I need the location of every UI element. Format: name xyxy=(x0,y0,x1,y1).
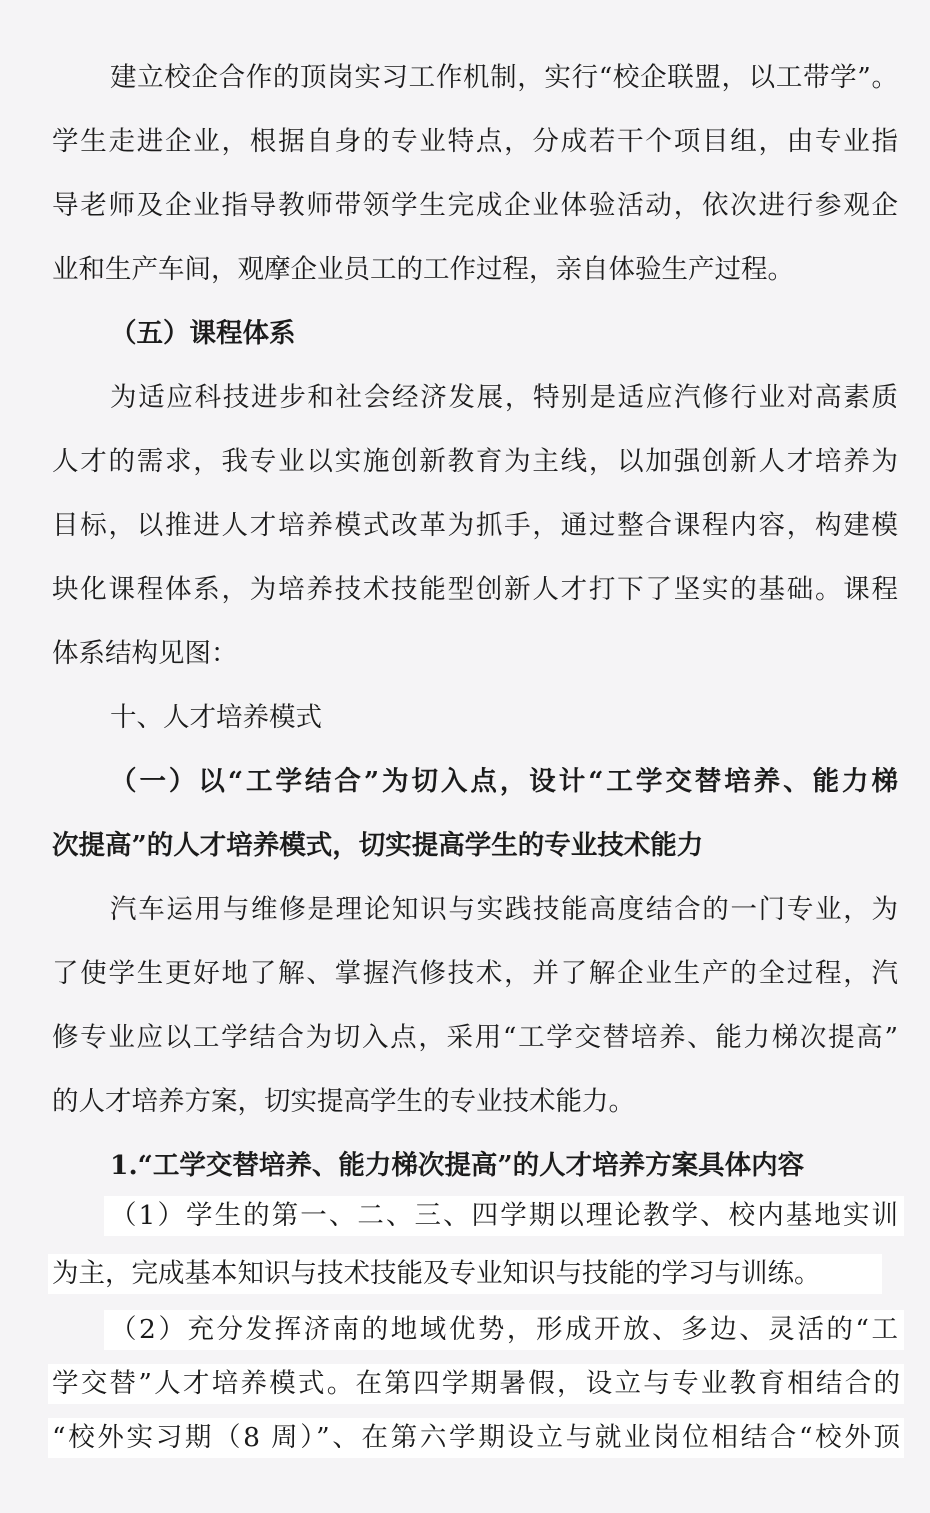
paragraph-line: 为适应科技进步和社会经济发展，特别是适应汽修行业对高素质 xyxy=(110,382,898,413)
item-heading: 1.“工学交替培养、能力梯次提高”的人才培养方案具体内容 xyxy=(110,1150,805,1181)
paragraph-line: 汽车运用与维修是理论知识与实践技能高度结合的一门专业，为 xyxy=(110,894,898,925)
paragraph-line: 的人才培养方案，切实提高学生的专业技术能力。 xyxy=(52,1086,635,1117)
item-line: （1）学生的第一、二、三、四学期以理论教学、校内基地实训 xyxy=(110,1200,898,1231)
item-line: 为主，完成基本知识与技术技能及专业知识与技能的学习与训练。 xyxy=(52,1258,821,1289)
paragraph-line: 目标，以推进人才培养模式改革为抓手，通过整合课程内容，构建模 xyxy=(52,510,898,541)
paragraph-line: 导老师及企业指导教师带领学生完成企业体验活动，依次进行参观企 xyxy=(52,190,898,221)
section-heading: （五）课程体系 xyxy=(110,318,296,349)
highlighted-line xyxy=(104,1196,904,1236)
paragraph-line: 块化课程体系，为培养技术技能型创新人才打下了坚实的基础。课程 xyxy=(52,574,898,605)
paragraph-line: 体系结构见图： xyxy=(52,638,238,669)
highlighted-line xyxy=(48,1254,882,1294)
subsection-heading: 次提高”的人才培养模式，切实提高学生的专业技术能力 xyxy=(52,830,704,861)
paragraph-line: 业和生产车间，观摩企业员工的工作过程，亲自体验生产过程。 xyxy=(52,254,794,285)
item-line: （2）充分发挥济南的地域优势，形成开放、多边、灵活的“工 xyxy=(110,1314,898,1345)
item-line: “校外实习期（8 周）”、在第六学期设立与就业岗位相结合“校外顶 xyxy=(52,1422,900,1453)
highlighted-line xyxy=(48,1418,904,1458)
paragraph-line: 建立校企合作的顶岗实习工作机制，实行“校企联盟，以工带学”。 xyxy=(110,62,898,93)
highlighted-line xyxy=(104,1310,904,1350)
paragraph-line: 学生走进企业，根据自身的专业特点，分成若干个项目组，由专业指 xyxy=(52,126,898,157)
paragraph-line: 了使学生更好地了解、掌握汽修技术，并了解企业生产的全过程，汽 xyxy=(52,958,898,989)
paragraph-line: 修专业应以工学结合为切入点，采用“工学交替培养、能力梯次提高” xyxy=(52,1022,898,1053)
paragraph-line: 人才的需求，我专业以实施创新教育为主线，以加强创新人才培养为 xyxy=(52,446,898,477)
highlighted-line xyxy=(48,1364,904,1404)
chapter-heading: 十、人才培养模式 xyxy=(110,702,322,733)
item-line: 学交替”人才培养模式。在第四学期暑假，设立与专业教育相结合的 xyxy=(52,1368,900,1399)
subsection-heading: （一）以“工学结合”为切入点，设计“工学交替培养、能力梯 xyxy=(110,766,898,797)
